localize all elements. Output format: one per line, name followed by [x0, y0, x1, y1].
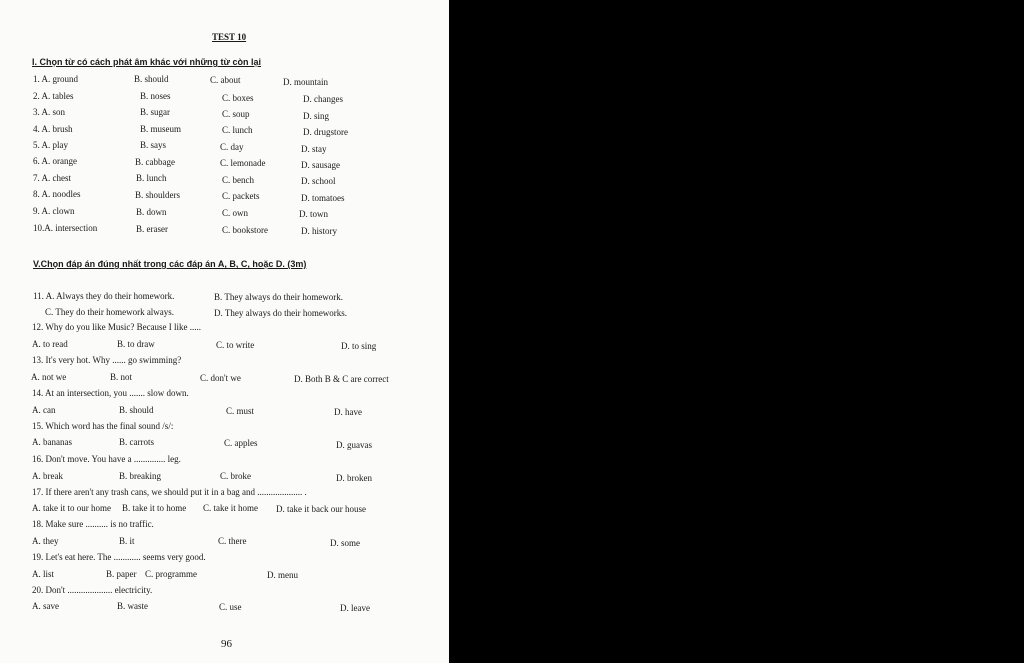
q18-option-c: C. there — [218, 536, 247, 546]
q12-option-c: C. to write — [216, 340, 255, 350]
s1-row-8-d: D. tomatoes — [301, 193, 345, 203]
q14-option-b: B. should — [119, 405, 154, 415]
q17-option-b: B. take it to home — [122, 503, 187, 513]
s1-row-2-b: B. noses — [140, 91, 171, 101]
s1-row-7-b: B. lunch — [136, 173, 167, 183]
s1-row-8-b: B. shoulders — [135, 190, 180, 200]
q14-stem: 14. At an intersection, you ....... slow down. — [32, 388, 189, 398]
q13-option-d: D. Both B & C are correct — [294, 374, 389, 384]
q20-option-d: D. leave — [340, 603, 370, 613]
s1-row-4-b: B. museum — [140, 124, 182, 134]
q14-option-c: C. must — [226, 406, 255, 416]
q13-stem: 13. It's very hot. Why ...... go swimming? — [32, 355, 182, 365]
q16-option-c: C. broke — [220, 471, 251, 481]
q18-option-d: D. some — [330, 538, 360, 548]
s1-row-10-b: B. eraser — [136, 224, 168, 234]
q12-option-b: B. to draw — [117, 339, 155, 349]
q12-option-a: A. to read — [32, 339, 68, 349]
q14-option-a: A. can — [32, 405, 56, 415]
q12-stem: 12. Why do you like Music? Because I like ..... — [32, 322, 202, 332]
s1-row-4-c: C. lunch — [222, 125, 253, 135]
q16-option-a: A. break — [32, 471, 63, 481]
q13-option-b: B. not — [110, 372, 133, 382]
s1-row-1-d: D. mountain — [283, 77, 328, 87]
s1-row-6-d: D. sausage — [301, 160, 340, 170]
s1-row-5-d: D. stay — [301, 144, 327, 154]
q20-stem: 20. Don't .................... electricity. — [32, 585, 153, 595]
page-title: TEST 10 — [212, 32, 247, 42]
q15-stem: 15. Which word has the final sound /s/: — [32, 421, 174, 431]
q19-option-b: B. paper — [106, 569, 137, 579]
q13-option-a: A. not we — [31, 372, 67, 382]
q19-option-a: A. list — [32, 569, 55, 579]
s1-row-9-a: 9. A. clown — [33, 206, 75, 216]
s1-row-4-a: 4. A. brush — [33, 124, 73, 134]
q16-option-d: D. broken — [336, 473, 372, 483]
q15-option-d: D. guavas — [336, 440, 372, 450]
black-background-panel — [449, 0, 1024, 663]
s1-row-1-a: 1. A. ground — [33, 74, 78, 84]
document-page — [0, 0, 449, 663]
q11-option-b: B. They always do their homework. — [214, 292, 344, 302]
s1-row-10-c: C. bookstore — [222, 225, 268, 235]
q20-option-a: A. save — [32, 601, 59, 611]
s1-row-7-c: C. bench — [222, 175, 254, 185]
s1-row-9-c: C. own — [222, 208, 249, 218]
s1-row-5-c: C. day — [220, 142, 244, 152]
s1-row-3-a: 3. A. son — [33, 107, 66, 117]
s1-row-6-b: B. cabbage — [135, 157, 175, 167]
s1-row-9-b: B. down — [136, 207, 167, 217]
section-2-heading: V.Chọn đáp án đúng nhất trong các đáp án A, B, C, hoặc D. (3m) — [33, 259, 307, 269]
page-number: 96 — [221, 638, 232, 650]
s1-row-3-c: C. soup — [222, 109, 250, 119]
s1-row-1-c: C. about — [210, 75, 241, 85]
s1-row-6-a: 6. A. orange — [33, 156, 77, 166]
s1-row-2-a: 2. A. tables — [33, 91, 74, 101]
q17-option-d: D. take it back our house — [276, 504, 366, 514]
q19-option-c: C. programme — [145, 569, 197, 579]
q17-option-c: C. take it home — [203, 503, 258, 513]
q16-option-b: B. breaking — [119, 471, 161, 481]
s1-row-2-d: D. changes — [303, 94, 343, 104]
q18-option-a: A. they — [32, 536, 59, 546]
s1-row-9-d: D. town — [299, 209, 328, 219]
q15-option-a: A. bananas — [32, 437, 72, 447]
q11-option-a: 11. A. Always they do their homework. — [33, 291, 175, 301]
q19-stem: 19. Let's eat here. The ............ seems very good. — [32, 552, 206, 562]
s1-row-8-a: 8. A. noodles — [33, 189, 81, 199]
s1-row-10-d: D. history — [301, 226, 337, 236]
s1-row-6-c: C. lemonade — [220, 158, 266, 168]
s1-row-7-d: D. school — [301, 176, 336, 186]
q15-option-b: B. carrots — [119, 437, 154, 447]
q17-option-a: A. take it to our home — [32, 503, 111, 513]
s1-row-3-d: D. sing — [303, 111, 330, 121]
q11-option-d: D. They always do their homeworks. — [214, 308, 348, 318]
q18-option-b: B. it — [119, 536, 135, 546]
s1-row-2-c: C. boxes — [222, 93, 254, 103]
s1-row-10-a: 10.A. intersection — [33, 223, 98, 233]
s1-row-5-a: 5. A. play — [33, 140, 68, 150]
s1-row-4-d: D. drugstore — [303, 127, 348, 137]
s1-row-8-c: C. packets — [222, 191, 260, 201]
s1-row-1-b: B. should — [134, 74, 169, 84]
s1-row-3-b: B. sugar — [140, 107, 170, 117]
s1-row-7-a: 7. A. chest — [33, 173, 71, 183]
q17-stem: 17. If there aren't any trash cans, we should put it in a bag and .................... . — [32, 487, 307, 497]
q20-option-b: B. waste — [117, 601, 148, 611]
q14-option-d: D. have — [334, 407, 362, 417]
q13-option-c: C. don't we — [200, 373, 241, 383]
q18-stem: 18. Make sure .......... is no traffic. — [32, 519, 154, 529]
section-1-heading: I. Chọn từ có cách phát âm khác với những từ còn lại — [32, 57, 261, 67]
q15-option-c: C. apples — [224, 438, 258, 448]
q19-option-d: D. menu — [267, 570, 298, 580]
q16-stem: 16. Don't move. You have a .............. leg. — [32, 454, 181, 464]
q11-option-c: C. They do their homework always. — [45, 307, 175, 317]
s1-row-5-b: B. says — [140, 140, 167, 150]
q20-option-c: C. use — [219, 602, 242, 612]
q12-option-d: D. to sing — [341, 341, 377, 351]
